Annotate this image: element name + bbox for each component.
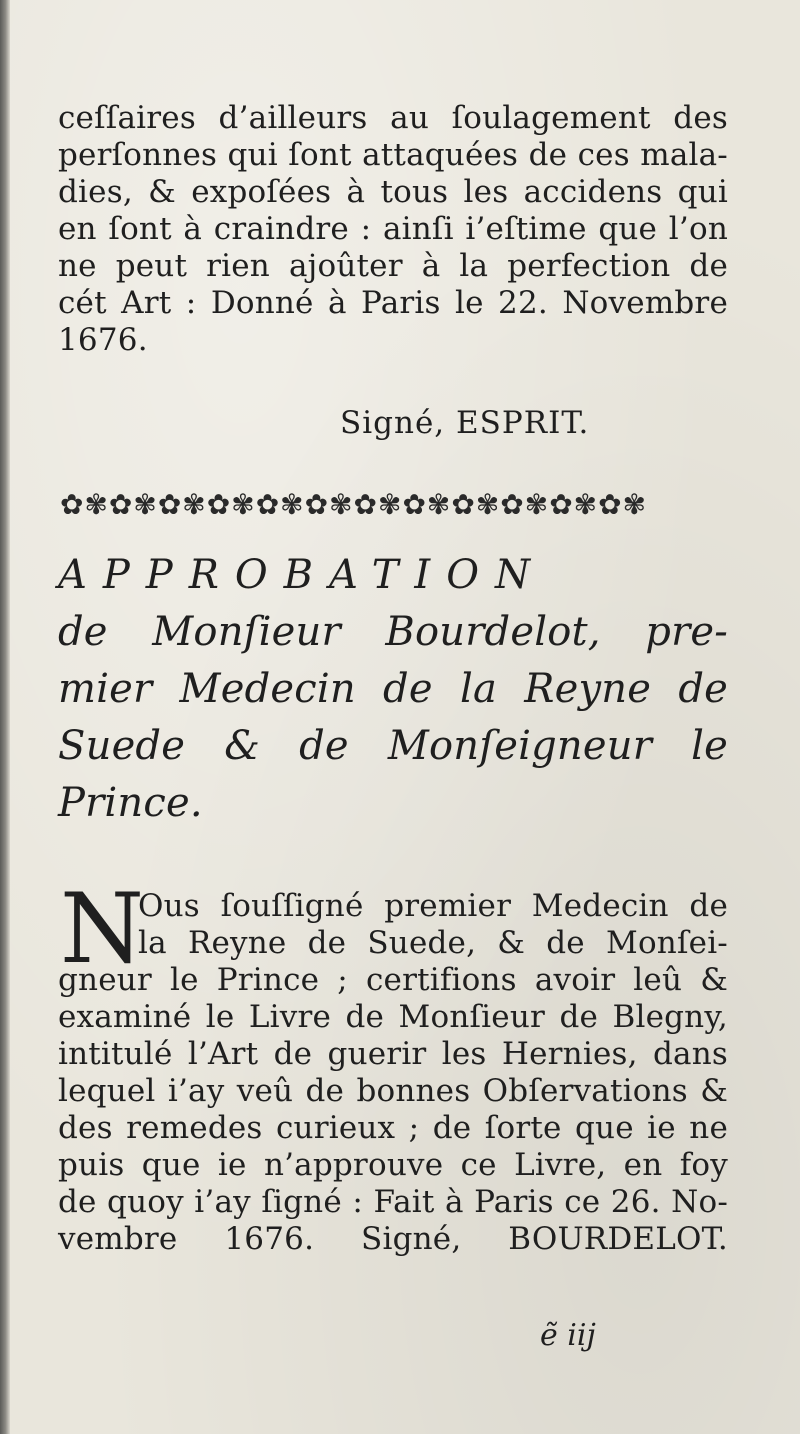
privilege-line: perſonnes qui ſont attaquées de ces mala- (58, 137, 728, 173)
certification-line: gneur le Prince ; certifions avoir leû & (58, 962, 728, 998)
privilege-text (58, 100, 728, 359)
certification-line: lequel i’ay veû de bonnes Obſervations & (58, 1073, 728, 1109)
heading-line: Prince. (58, 780, 203, 826)
certification-line: intitulé l’Art de guerir les Hernies, dans (58, 1036, 728, 1072)
folio-signature-mark: ẽ iij (540, 1318, 596, 1353)
privilege-line: en ſont à craindre : ainſi i’eſtime que l’on (58, 211, 728, 247)
certification-line: vembre 1676. Signé, BOURDELOT. (58, 1221, 728, 1257)
certification-line: examiné le Livre de Monſieur de Blegny, (58, 999, 728, 1035)
privilege-line: ceſſaires d’ailleurs au ſoulagement des (58, 100, 728, 136)
certification-line: des remedes curieux ; de ſorte que ie ne (58, 1110, 728, 1146)
drop-cap: N (60, 873, 144, 985)
approbation-heading (58, 604, 728, 832)
heading-line: de Monſieur Bourdelot, pre- (58, 609, 728, 655)
signature-esprit: Signé, ESPRIT. (340, 405, 590, 441)
ornament-band: ✿✾✿✾✿✾✿✾✿✾✿✾✿✾✿✾✿✾✿✾✿✾✿✾ (60, 488, 648, 521)
certification-line: puis que ie n’approuve ce Livre, en foy (58, 1147, 728, 1183)
privilege-line: 1676. (58, 322, 148, 358)
approbation-title: APPROBATION (58, 552, 546, 598)
certification-line: la Reyne de Suede, & de Monſei- (138, 925, 728, 961)
privilege-line: ne peut rien ajoûter à la perfection de (58, 248, 728, 284)
heading-line: Suede & de Monſeigneur le (58, 723, 728, 769)
privilege-line: dies, & expoſées à tous les accidens qui (58, 174, 728, 210)
heading-line: mier Medecin de la Reyne de (58, 666, 728, 712)
certification-text (58, 873, 728, 1258)
certification-line: Ous ſouſſigné premier Medecin de (138, 888, 728, 924)
certification-line: de quoy i’ay ſigné : Fait à Paris ce 26. No- (58, 1184, 728, 1220)
binding-edge (0, 0, 10, 1434)
privilege-line: cét Art : Donné à Paris le 22. Novembre (58, 285, 728, 321)
